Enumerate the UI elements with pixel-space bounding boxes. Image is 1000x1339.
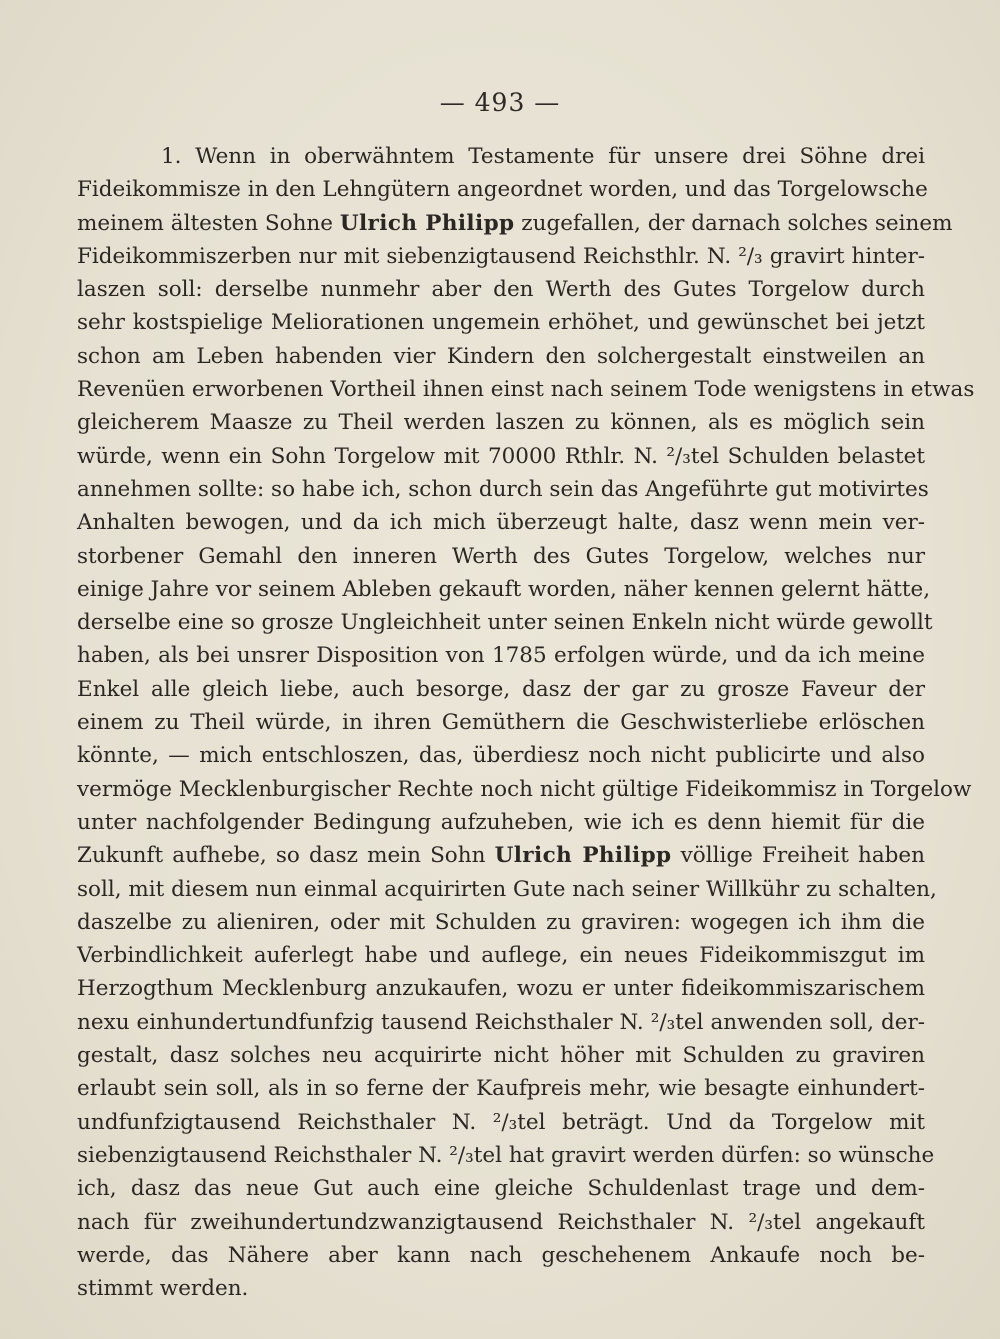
- text-line: [77, 207, 953, 240]
- text-line: [77, 839, 925, 872]
- text-segment: Zukunft aufhebe, so dasz mein Sohn: [77, 843, 495, 869]
- text-line: laszen soll: derselbe nunmehr aber den Werth des Gutes Torgelow durch: [77, 277, 925, 303]
- text-line: haben, als bei unsrer Disposition von 1785 erfolgen würde, und da ich meine: [77, 643, 925, 669]
- text-line: daszelbe zu alieniren, oder mit Schulden zu graviren: wogegen ich ihm die: [77, 909, 925, 935]
- page-number: — 493 —: [439, 88, 561, 117]
- text-line: unter nachfolgender Bedingung aufzuheben, wie ich es denn hiemit für die: [77, 809, 925, 835]
- text-line: werde, das Nähere aber kann nach geschehenem Ankaufe noch be-: [77, 1242, 925, 1268]
- text-segment: zugefallen, der darnach solches seinem: [514, 210, 953, 236]
- text-line: schon am Leben habenden vier Kindern den solchergestalt einstweilen an: [77, 343, 925, 369]
- text-line: erlaubt sein soll, als in so ferne der Kaufpreis mehr, wie besagte einhundert-: [77, 1076, 925, 1102]
- text-line: einem zu Theil würde, in ihren Gemüthern die Geschwisterliebe erlöschen: [77, 710, 925, 736]
- text-line: gestalt, dasz solches neu acquirirte nicht höher mit Schulden zu graviren: [77, 1043, 925, 1069]
- text-line: nexu einhundertundfunfzig tausend Reichsthaler N. ²/₃tel anwenden soll, der-: [77, 1009, 925, 1035]
- text-line: Herzogthum Mecklenburg anzukaufen, wozu er unter fideikommiszarischem: [77, 976, 925, 1002]
- body-paragraph: [77, 140, 975, 1305]
- text-line: storbener Gemahl den inneren Werth des Gutes Torgelow, welches nur: [77, 543, 925, 569]
- person-name: Ulrich Philipp: [339, 210, 515, 236]
- text-line: stimmt werden.: [77, 1276, 249, 1302]
- person-name: Ulrich Philipp: [494, 843, 672, 869]
- text-line: gleicherem Maasze zu Theil werden laszen zu können, als es möglich sein: [77, 410, 925, 436]
- text-line: 1. Wenn in oberwähntem Testamente für unsere drei Söhne drei: [161, 144, 925, 169]
- text-line: würde, wenn ein Sohn Torgelow mit 70000 Rthlr. N. ²/₃tel Schulden belastet: [77, 443, 925, 469]
- text-line: einige Jahre vor seinem Ableben gekauft worden, näher kennen gelernt hätte,: [77, 576, 931, 602]
- text-line: Fideikommisze in den Lehngütern angeordnet worden, und das Torgelowsche: [77, 177, 928, 203]
- text-line: Anhalten bewogen, und da ich mich überzeugt halte, dasz wenn mein ver-: [77, 510, 925, 536]
- text-line: ich, dasz das neue Gut auch eine gleiche Schuldenlast trage und dem-: [77, 1176, 925, 1202]
- text-line: Revenüen erworbenen Vortheil ihnen einst nach seinem Tode wenigstens in etwas: [77, 377, 975, 403]
- text-segment: völlige Freiheit haben: [671, 843, 926, 869]
- text-line: derselbe eine so grosze Ungleichheit unter seinen Enkeln nicht würde gewollt: [77, 610, 933, 636]
- text-line: undfunfzigtausend Reichsthaler N. ²/₃tel beträgt. Und da Torgelow mit: [77, 1109, 925, 1135]
- text-line: Fideikommiszerben nur mit siebenzigtausend Reichsthlr. N. ²/₃ gravirt hinter-: [77, 243, 925, 269]
- text-line: siebenzigtausend Reichsthaler N. ²/₃tel hat gravirt werden dürfen: so wünsche: [77, 1142, 935, 1168]
- text-line: soll, mit diesem nun einmal acquirirten Gute nach seiner Willkühr zu schalten,: [77, 876, 937, 902]
- text-line: sehr kostspielige Meliorationen ungemein erhöhet, und gewünschet bei jetzt: [77, 310, 925, 336]
- text-segment: meinem ältesten Sohne: [77, 210, 340, 236]
- text-line: Enkel alle gleich liebe, auch besorge, dasz der gar zu grosze Faveur der: [77, 676, 925, 702]
- text-line: vermöge Mecklenburgischer Rechte noch nicht gültige Fideikommisz in Torgelow: [77, 776, 972, 802]
- text-line: annehmen sollte: so habe ich, schon durch sein das Angeführte gut motivirtes: [77, 476, 929, 502]
- text-line: nach für zweihundertundzwanzigtausend Reichsthaler N. ²/₃tel angekauft: [77, 1209, 925, 1235]
- text-line: Verbindlichkeit auferlegt habe und auflege, ein neues Fideikommiszgut im: [77, 943, 925, 969]
- text-line: könnte, — mich entschloszen, das, überdiesz noch nicht publicirte und also: [77, 743, 925, 769]
